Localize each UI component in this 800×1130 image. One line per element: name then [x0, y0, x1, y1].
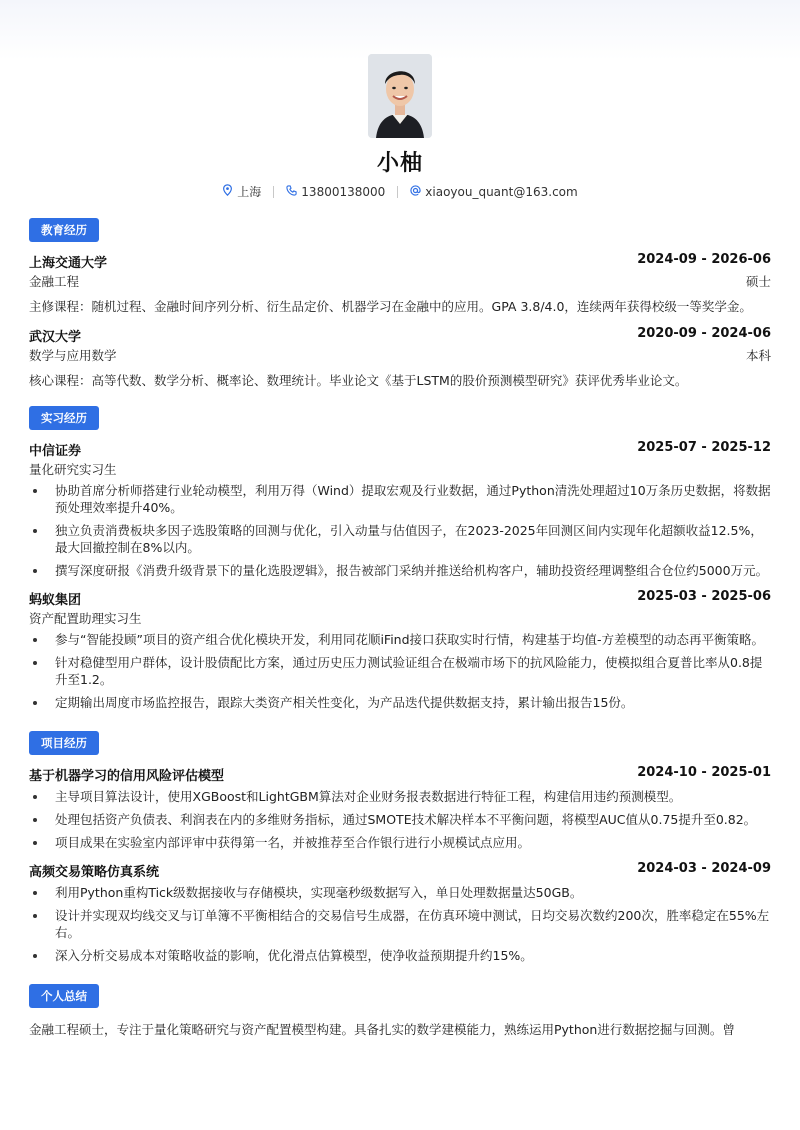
- section-tag-summary: 个人总结: [29, 984, 99, 1008]
- email-text[interactable]: xiaoyou_quant@163.com: [425, 184, 578, 199]
- major: 金融工程: [29, 274, 80, 289]
- date-range: 2025-07 - 2025-12: [637, 440, 771, 455]
- bullet-list: [29, 631, 771, 711]
- education-entry: [29, 326, 771, 392]
- bullet-item: 协助首席分析师搭建行业轮动模型，利用万得（Wind）提取宏观及行业数据，通过Python清洗处理超过10万条历史数据，将数据预处理效率提升40%。: [29, 482, 771, 516]
- project-entry: [29, 765, 771, 851]
- at-sign-icon: [410, 185, 421, 199]
- bullet-item: 针对稳健型用户群体，设计股债配比方案，通过历史压力测试验证组合在极端市场下的抗风险能力，使模拟组合夏普比率从0.8提升至1.2。: [29, 654, 771, 688]
- school-name: 武汉大学: [29, 330, 82, 345]
- degree: 本科: [745, 348, 771, 363]
- contact-phone: [286, 185, 385, 199]
- bullet-item: 定期输出周度市场监控报告，跟踪大类资产相关性变化，为产品迭代提供数据支持，累计输出报告15份。: [29, 694, 771, 711]
- project-name: 基于机器学习的信用风险评估模型: [29, 769, 225, 784]
- divider: [397, 186, 398, 198]
- date-range: 2024-09 - 2026-06: [637, 252, 771, 267]
- resume-content: [0, 200, 800, 1040]
- bullet-list: [29, 788, 771, 851]
- divider: [273, 186, 274, 198]
- location-text: 上海: [237, 185, 262, 199]
- major: 数学与应用数学: [29, 348, 117, 363]
- date-range: 2020-09 - 2024-06: [637, 326, 771, 341]
- bullet-item: 项目成果在实验室内部评审中获得第一名，并被推荐至合作银行进行小规模试点应用。: [29, 834, 771, 851]
- map-pin-icon: [222, 184, 233, 199]
- summary-text: 金融工程硕士，专注于量化策略研究与资产配置模型构建。具备扎实的数学建模能力，熟练运用Python进行数据挖掘与回测。曾: [29, 1022, 735, 1037]
- project-entry: [29, 861, 771, 964]
- company-name: 中信证券: [29, 444, 82, 459]
- bullet-item: 独立负责消费板块多因子选股策略的回测与优化，引入动量与估值因子，在2023-2025年回测区间内实现年化超额收益12.5%，最大回撤控制在8%以内。: [29, 522, 771, 556]
- education-description: 主修课程：随机过程、金融时间序列分析、衍生品定价、机器学习在金融中的应用。GPA 3.8/4.0，连续两年获得校级一等奖学金。: [29, 299, 752, 314]
- contact-bar: [0, 183, 800, 200]
- contact-location: [222, 183, 261, 200]
- bullet-item: 撰写深度研报《消费升级背景下的量化选股逻辑》，报告被部门采纳并推送给机构客户，辅助投资经理调整组合仓位约5000万元。: [29, 562, 771, 579]
- education-entry: [29, 252, 771, 318]
- role-title: 资产配置助理实习生: [29, 611, 142, 626]
- section-tag-internship: 实习经历: [29, 406, 99, 430]
- education-description: 核心课程：高等代数、数学分析、概率论、数理统计。毕业论文《基于LSTM的股价预测模型研究》获评优秀毕业论文。: [29, 373, 688, 388]
- phone-icon: [286, 185, 297, 199]
- role-title: 量化研究实习生: [29, 462, 117, 477]
- section-tag-education: 教育经历: [29, 218, 99, 242]
- project-name: 高频交易策略仿真系统: [29, 865, 160, 880]
- bullet-item: 设计并实现双均线交叉与订单簿不平衡相结合的交易信号生成器，在仿真环境中测试，日均交易次数约200次，胜率稳定在55%左右。: [29, 907, 771, 941]
- internship-entry: [29, 440, 771, 579]
- internship-entry: [29, 589, 771, 711]
- resume-header: [0, 0, 800, 200]
- bullet-item: 利用Python重构Tick级数据接收与存储模块，实现毫秒级数据写入，单日处理数据量达50GB。: [29, 884, 771, 901]
- contact-email[interactable]: [410, 185, 577, 199]
- date-range: 2024-03 - 2024-09: [637, 861, 771, 876]
- date-range: 2025-03 - 2025-06: [637, 589, 771, 604]
- candidate-name: 小柚: [376, 151, 423, 176]
- bullet-item: 处理包括资产负债表、利润表在内的多维财务指标，通过SMOTE技术解决样本不平衡问题，将模型AUC值从0.75提升至0.82。: [29, 811, 771, 828]
- date-range: 2024-10 - 2025-01: [637, 765, 771, 780]
- school-name: 上海交通大学: [29, 256, 108, 271]
- section-tag-projects: 项目经历: [29, 731, 99, 755]
- bullet-item: 深入分析交易成本对策略收益的影响，优化滑点估算模型，使净收益预期提升约15%。: [29, 947, 771, 964]
- degree: 硕士: [745, 274, 771, 289]
- company-name: 蚂蚁集团: [29, 593, 82, 608]
- avatar-photo: [368, 54, 432, 138]
- bullet-list: [29, 884, 771, 964]
- bullet-item: 参与“智能投顾”项目的资产组合优化模块开发，利用同花顺iFind接口获取实时行情，构建基于均值-方差模型的动态再平衡策略。: [29, 631, 771, 648]
- phone-text: 13800138000: [301, 184, 386, 199]
- bullet-item: 主导项目算法设计，使用XGBoost和LightGBM算法对企业财务报表数据进行特征工程，构建信用违约预测模型。: [29, 788, 771, 805]
- bullet-list: [29, 482, 771, 579]
